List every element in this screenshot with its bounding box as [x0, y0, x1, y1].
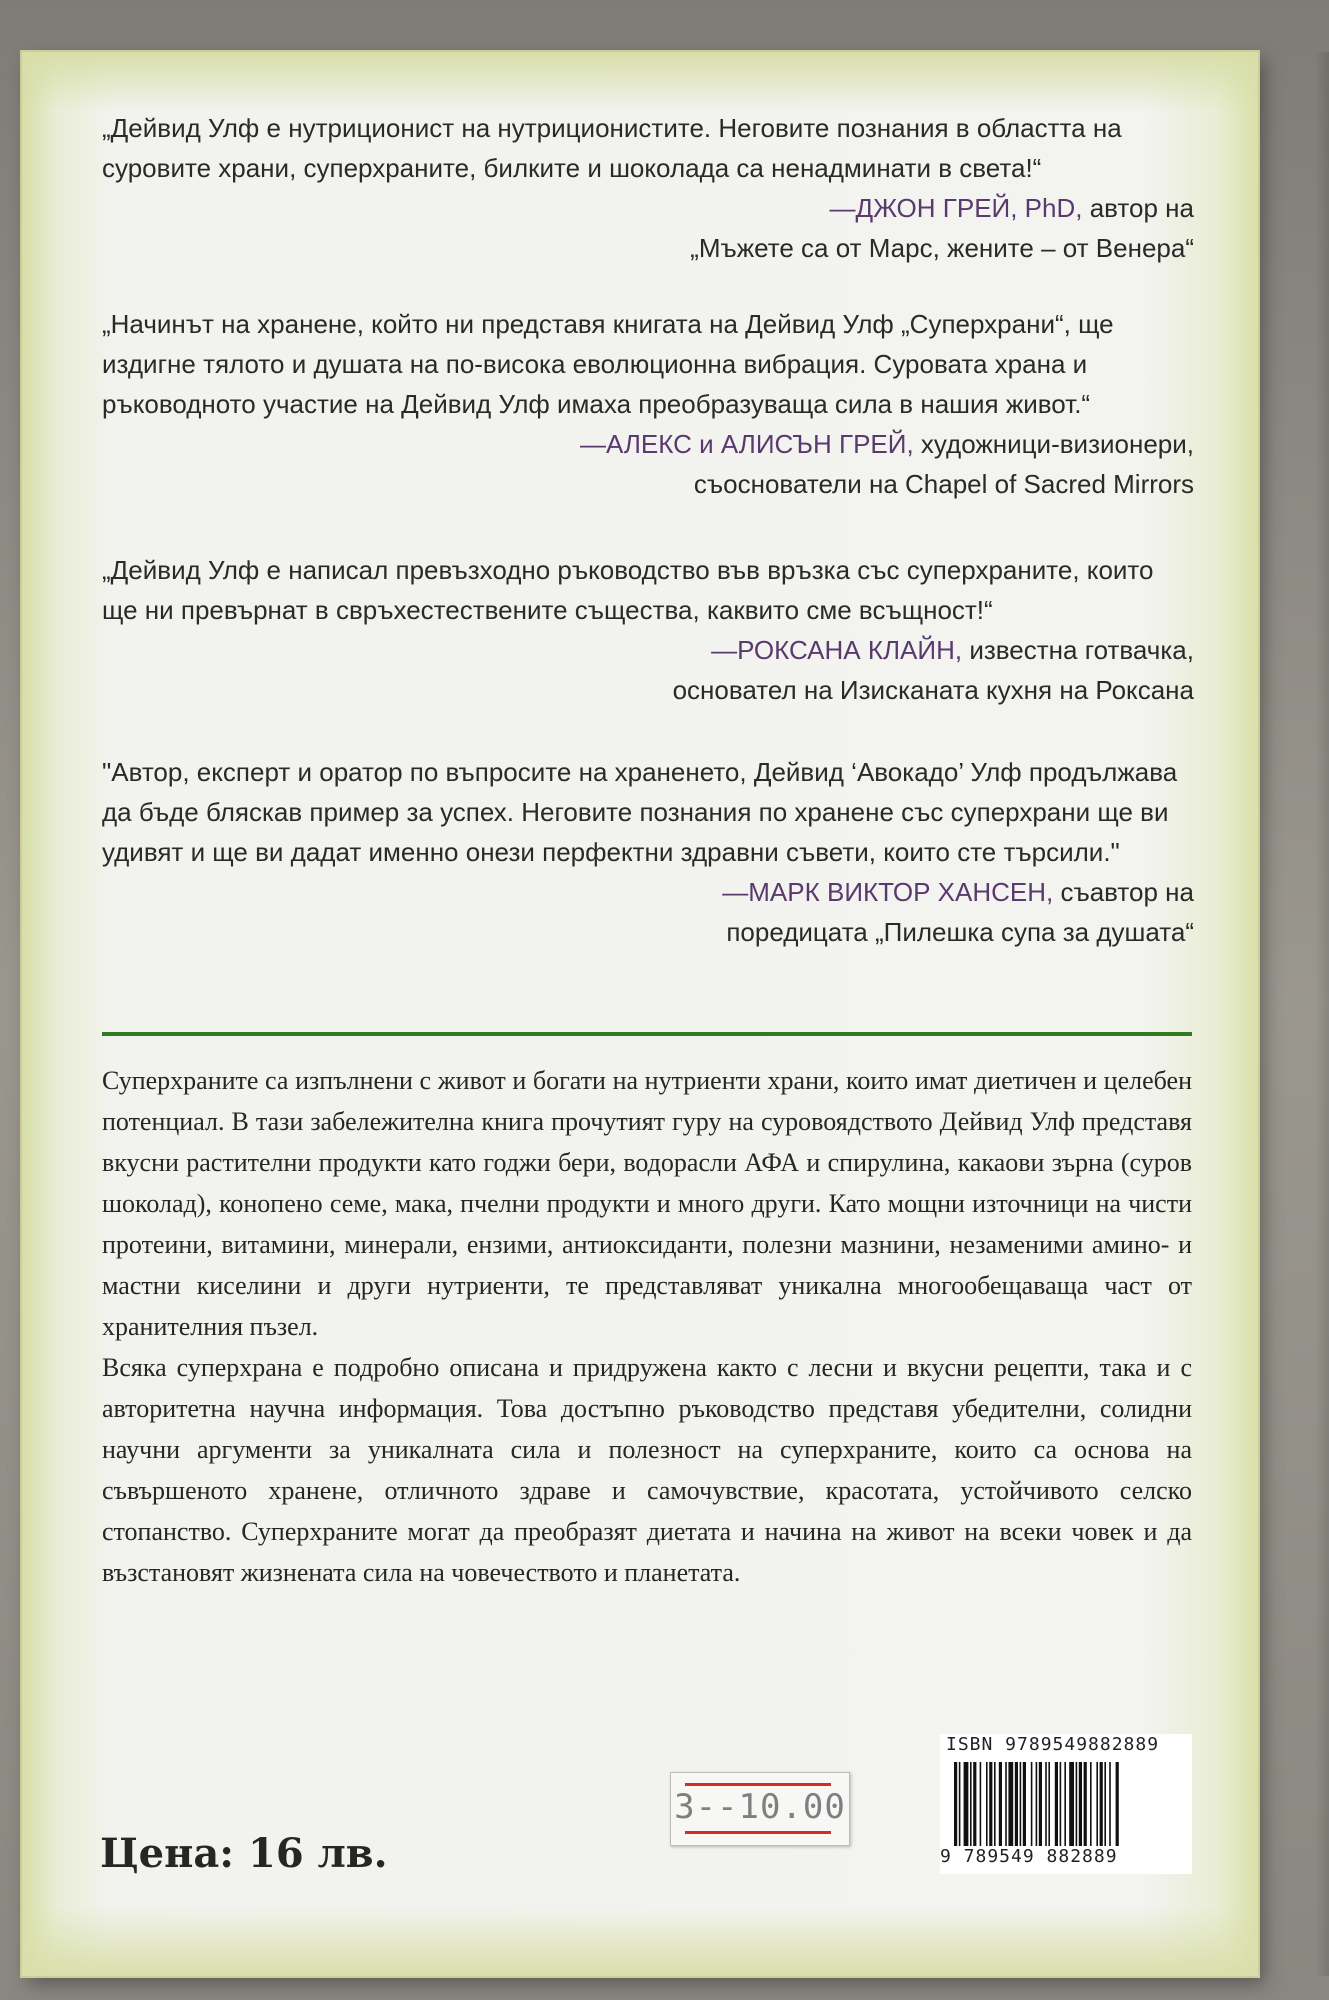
- quote-3: [102, 550, 1194, 710]
- quote-text: "Автор, експерт и оратор по въпросите на храненето, Дейвид ‘Авокадо’ Улф продължава да бъде бляскав пример за успех. Неговите познания по хранене със суперхрани ще ви удивят и ще ви дадат именно онези перфектни здравни съвети, които сте търсили.": [102, 757, 1178, 867]
- attribution-line-2: „Мъжете са от Марс, жените – от Венера“: [690, 233, 1194, 263]
- barcode-bar: [1020, 1762, 1022, 1846]
- barcode-bar: [1005, 1762, 1007, 1846]
- barcode-bar: [1109, 1762, 1111, 1846]
- barcode-bar: [1045, 1762, 1047, 1846]
- book-edge-shadow: [1315, 52, 1329, 1976]
- book-description: [102, 1060, 1192, 1593]
- quote-2: [102, 304, 1194, 504]
- attribution-role: известна готвачка,: [962, 635, 1194, 665]
- description-paragraph-2: Всяка суперхрана е подробно описана и придружена както с лесни и вкусни рецепти, така и с авторитетна научна информация. Това достъпно ръководство представя убедителни, солидни научни аргументи за уникалната сила и полезност на суперхраните, които са основа на съвършеното хранене, отличното здраве и самочувствие, красотата, устойчивото селско стопанство. Суперхраните могат да преобразят диетата и начина на живот на всеки човек и да възстановят жизнената сила на човечеството и планетата.: [102, 1353, 1192, 1587]
- barcode-bar: [1064, 1762, 1066, 1846]
- attribution-line-2: поредицата „Пилешка супа за душата“: [726, 917, 1194, 947]
- barcode-bar: [989, 1762, 992, 1846]
- attribution-name: —МАРК ВИКТОР ХАНСЕН,: [722, 877, 1054, 907]
- attribution-line-2: съоснователи на Chapel of Sacred Mirrors: [693, 469, 1194, 499]
- attribution-name: —РОКСАНА КЛАЙН,: [711, 635, 963, 665]
- barcode-digits: 9 789549 882889: [940, 1846, 1118, 1867]
- sticker-price-text: 3--10.00: [674, 1787, 846, 1827]
- barcode-bar: [1048, 1762, 1050, 1846]
- barcode-bar: [970, 1762, 972, 1846]
- quote-attribution: [102, 872, 1194, 912]
- isbn-label: ISBN 9789549882889: [946, 1734, 1160, 1755]
- green-divider: [102, 1032, 1192, 1036]
- barcode-bar: [986, 1762, 988, 1846]
- quote-1: [102, 108, 1194, 268]
- attribution-name: —ДЖОН ГРЕЙ, PhD,: [829, 193, 1083, 223]
- isbn-barcode-block: [940, 1734, 1192, 1874]
- barcode-bar: [994, 1762, 996, 1846]
- barcode-bar: [1084, 1762, 1087, 1846]
- attribution-line-2: основател на Изисканата кухня на Роксана: [672, 675, 1194, 705]
- attribution-role: съавтор на: [1053, 877, 1194, 907]
- quote-text: „Дейвид Улф е нутриционист на нутриционистите. Неговите познания в областта на суровите храни, суперхраните, билките и шоколада са ненадминати в света!“: [102, 113, 1122, 183]
- barcode-bar: [1116, 1762, 1119, 1846]
- barcode-bar: [1096, 1762, 1098, 1846]
- barcode-bar: [1104, 1762, 1106, 1846]
- quote-attribution: [102, 630, 1194, 670]
- barcode-bar: [1069, 1762, 1074, 1846]
- barcode-bar: [1008, 1762, 1013, 1846]
- barcode-icon: [954, 1762, 1178, 1846]
- quote-text: „Дейвид Улф е написал превъзходно ръководство във връзка със суперхраните, които ще ни превърнат в свръхестествените същества, каквито сме всъщност!“: [102, 555, 1154, 625]
- quote-attribution: [102, 188, 1194, 228]
- attribution-role: художници-визионери,: [913, 429, 1194, 459]
- barcode-bar: [1060, 1762, 1062, 1846]
- barcode-bar: [954, 1762, 957, 1846]
- barcode-bar: [999, 1762, 1002, 1846]
- sticker-red-line-top: [685, 1783, 831, 1786]
- barcode-bar: [1036, 1762, 1038, 1846]
- price-label: Цена: 16 лв.: [100, 1830, 388, 1877]
- sticker-red-line-bottom: [685, 1831, 831, 1834]
- barcode-bar: [1090, 1762, 1092, 1846]
- barcode-bar: [973, 1762, 976, 1846]
- barcode-bar: [964, 1762, 969, 1846]
- quote-text: „Начинът на хранене, който ни представя книгата на Дейвид Улф „Суперхрани“, ще издигне тялото и душата на по-висока еволюционна вибрация. Суровата храна и ръководното участие на Дейвид Улф имаха преобразуваща сила в нашия живот.“: [102, 309, 1114, 419]
- book-back-cover: [22, 52, 1258, 1976]
- barcode-bar: [1039, 1762, 1042, 1846]
- quote-attribution: [102, 424, 1194, 464]
- attribution-name: —АЛЕКС и АЛИСЪН ГРЕЙ,: [579, 429, 914, 459]
- attribution-role: автор на: [1082, 193, 1194, 223]
- price-sticker: [670, 1772, 850, 1846]
- barcode-bar: [1076, 1762, 1078, 1846]
- barcode-bar: [980, 1762, 982, 1846]
- barcode-bar: [1079, 1762, 1082, 1846]
- barcode-bar: [1031, 1762, 1033, 1846]
- quote-4: [102, 752, 1194, 952]
- description-paragraph-1: Суперхраните са изпълнени с живот и богати на нутриенти храни, които имат диетичен и целебен потенциал. В тази забележителна книга прочутият гуру на суровоядството Дейвид Улф представя вкусни растителни продукти като годжи бери, водорасли АФА и спирулина, какаови зърна (суров шоколад), конопено семе, мака, пчелни продукти и много други. Като мощни източници на чисти протеини, витамини, минерали, ензими, антиоксиданти, полезни мазнини, незаменими амино- и мастни киселини и други нутриенти, те представляват уникална многообещаваща част от хранителния пъзел.: [102, 1066, 1192, 1341]
- barcode-bar: [1023, 1762, 1026, 1846]
- barcode-bar: [1055, 1762, 1058, 1846]
- barcode-bar: [1100, 1762, 1103, 1846]
- barcode-bar: [1015, 1762, 1018, 1846]
- barcode-bar: [959, 1762, 961, 1846]
